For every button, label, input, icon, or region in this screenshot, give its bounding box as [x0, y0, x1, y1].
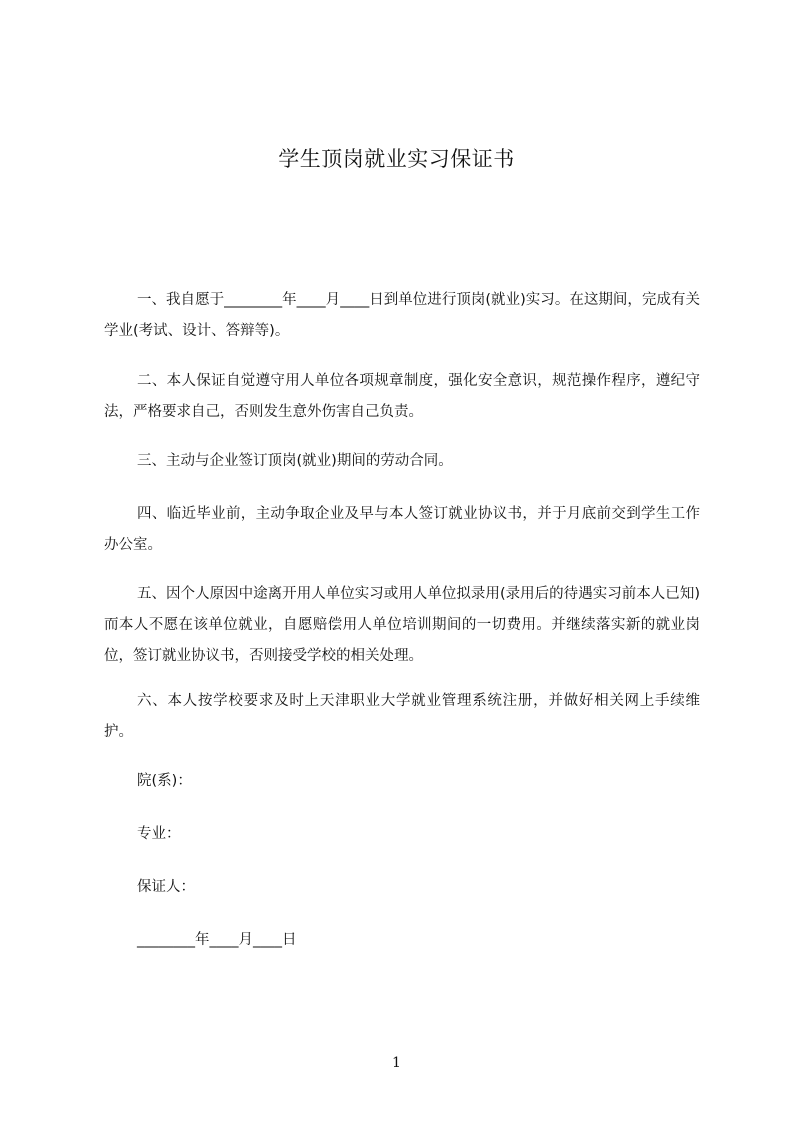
guarantor-label: 保证人：: [137, 879, 195, 895]
department-label: 院(系)：: [137, 773, 192, 789]
page-title: 学生顶岗就业实习保证书: [278, 147, 515, 171]
page-number: 1: [392, 1055, 401, 1071]
clause-6-paragraph: 六、本人按学校要求及时上天津职业大学就业管理系统注册，并做好相关网上手续维护。: [104, 693, 700, 740]
clause-1-paragraph: 一、我自愿于________年____月____日到单位进行顶岗(就业)实习。在这期间，完成有关学业(考试、设计、答辩等)。: [104, 292, 700, 339]
date-line: ________年____月____日: [137, 932, 297, 948]
clause-3-paragraph: 三、主动与企业签订顶岗(就业)期间的劳动合同。: [137, 453, 453, 469]
clause-5-paragraph: 五、因个人原因中途离开用人单位实习或用人单位拟录用(录用后的待遇实习前本人已知)而本人不愿在该单位就业，自愿赔偿用人单位培训期间的一切费用。并继续落实新的就业岗位，签订就业协议书，否则接受学校的相关处理。: [104, 586, 700, 664]
major-label: 专业：: [137, 826, 181, 842]
clause-4-paragraph: 四、临近毕业前，主动争取企业及早与本人签订就业协议书，并于月底前交到学生工作办公室。: [104, 506, 700, 553]
clause-2-paragraph: 二、本人保证自觉遵守用人单位各项规章制度，强化安全意识，规范操作程序，遵纪守法，严格要求自己，否则发生意外伤害自己负责。: [104, 373, 700, 420]
